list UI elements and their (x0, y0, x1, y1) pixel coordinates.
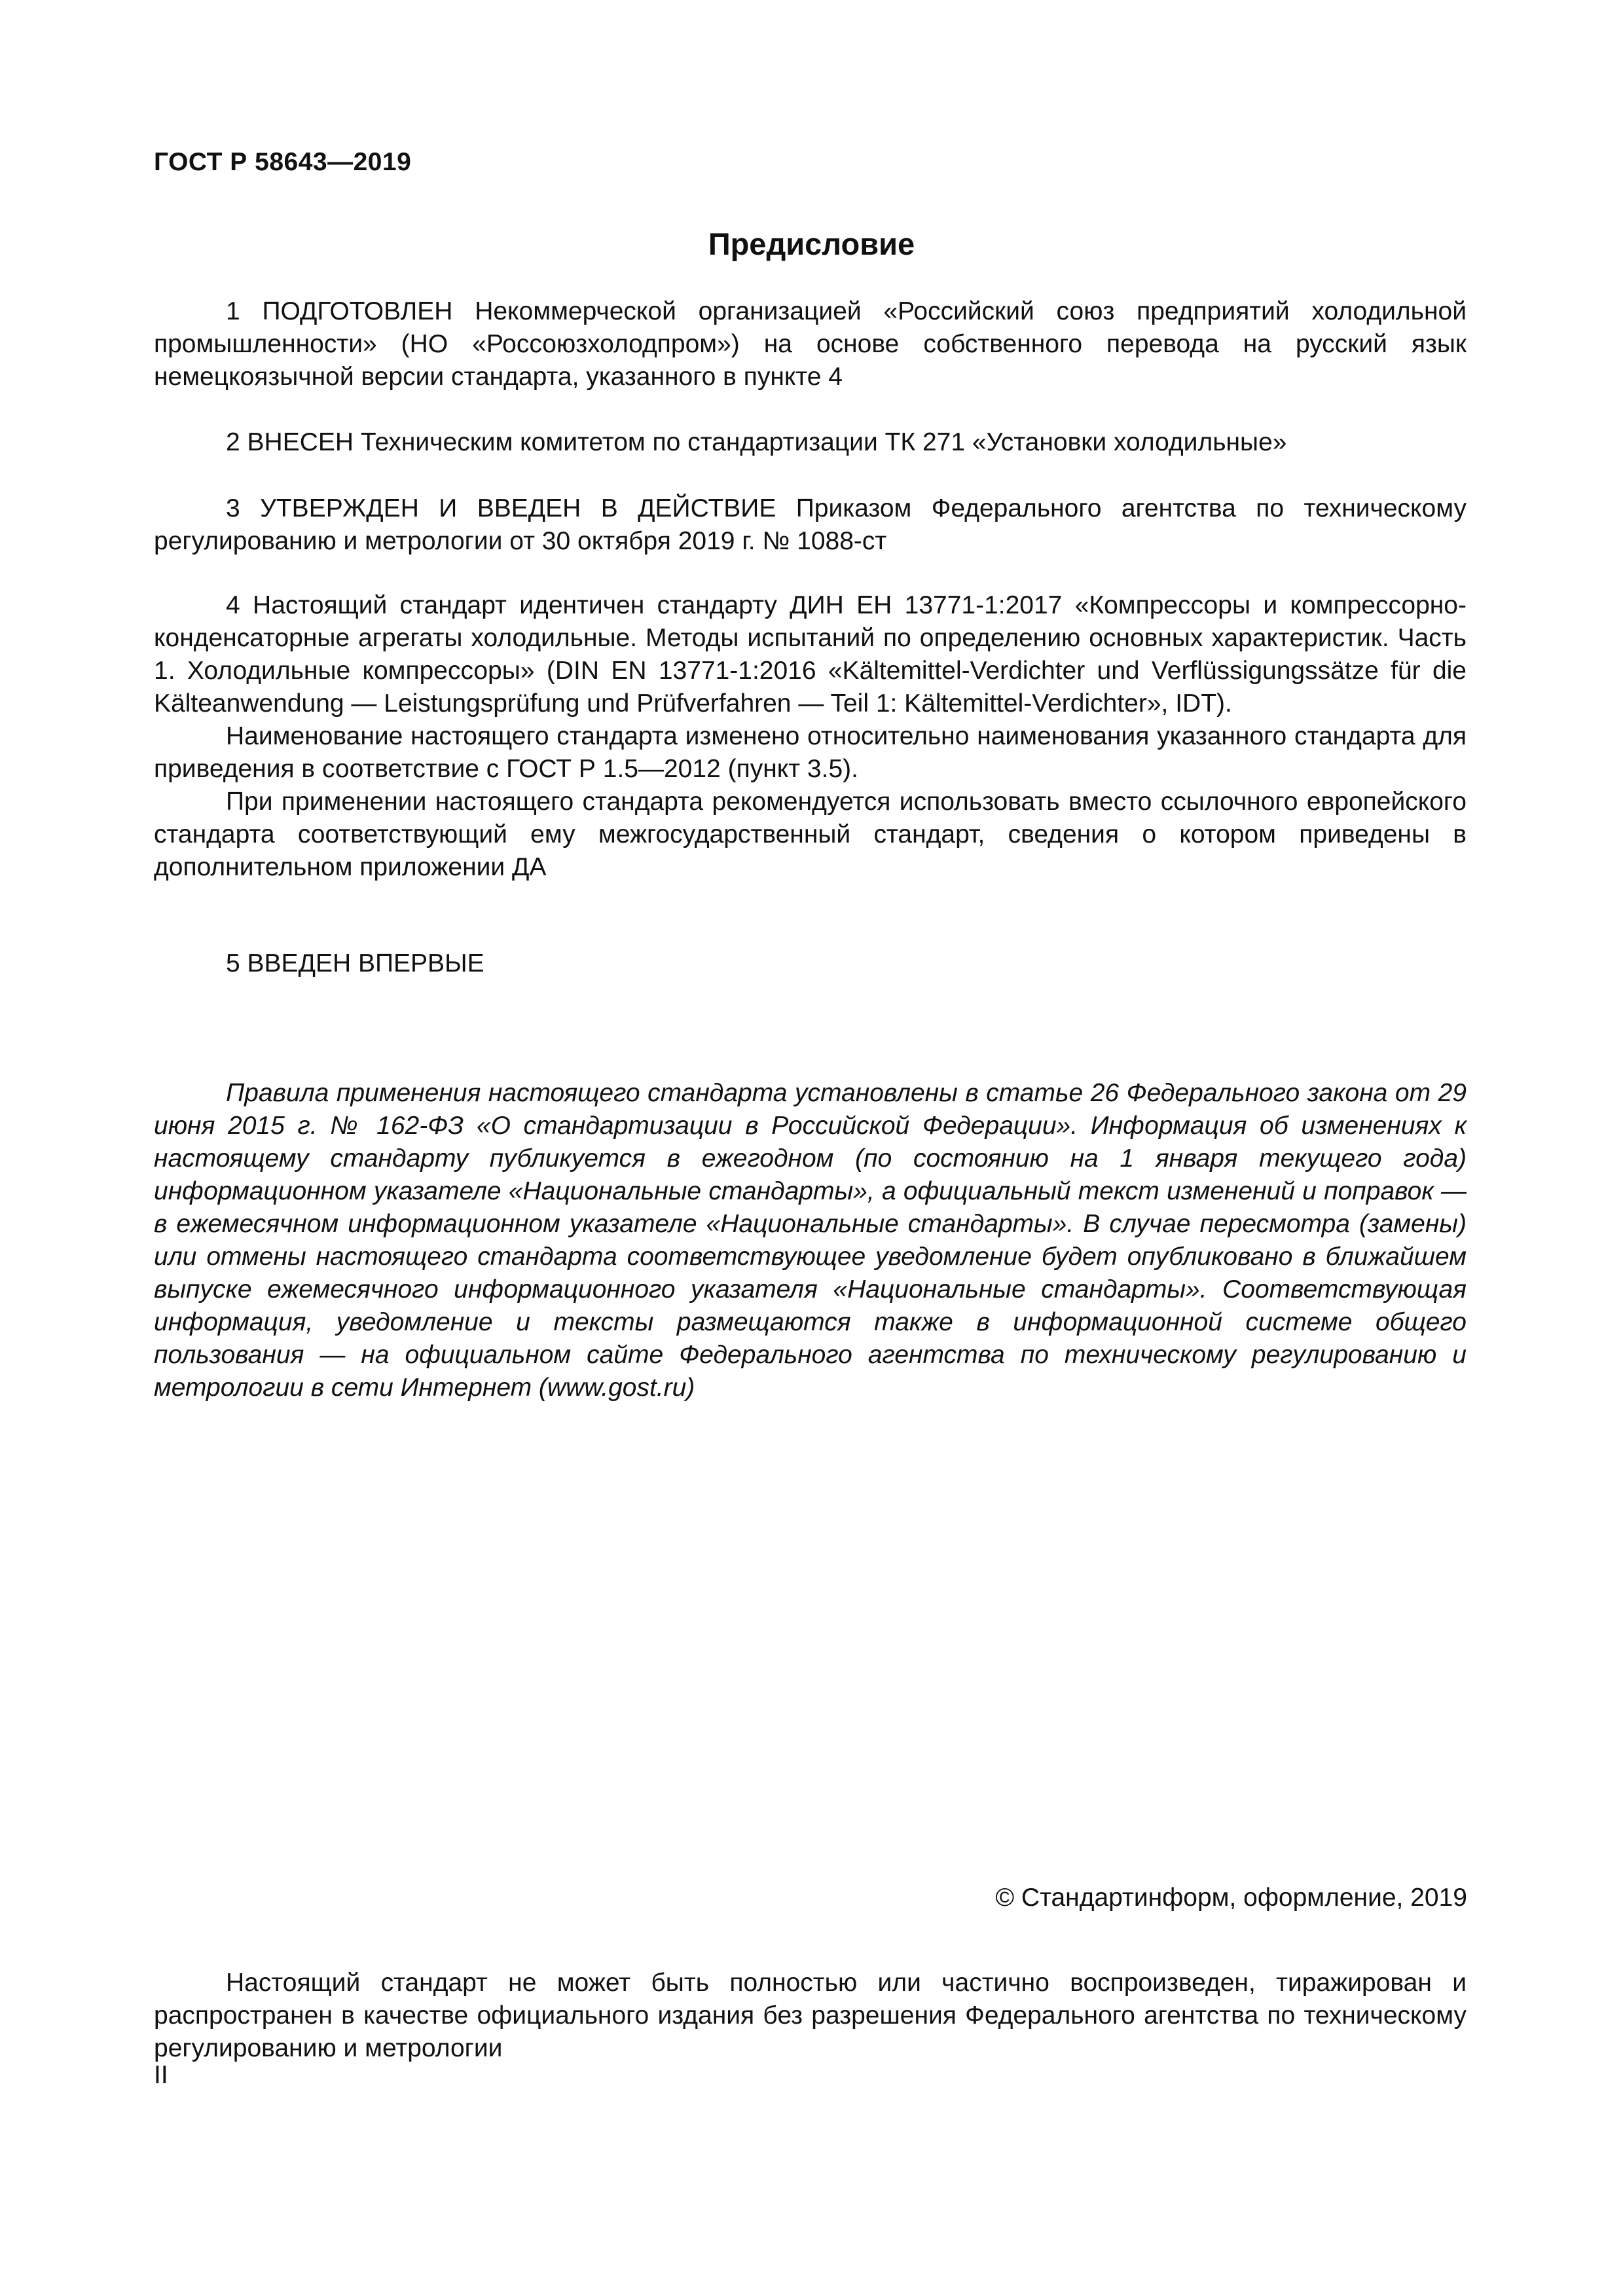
page-number: II (154, 2061, 168, 2089)
reproduction-notice (154, 1967, 1467, 2065)
item-4-text: 4 Настоящий стандарт идентичен стандарту ДИН ЕН 13771-1:2017 «Компрессоры и компрессорно-конденсаторные агрегаты холодильные. Методы испытаний по определению основных характеристик. Часть 1. Холодильные компрессоры» (DIN EN 13771-1:2016 «Kältemittel-Verdichter und Verflüssigungssätze für die Kälteanwendung — Leistungsprüfung und Prüfverfahren — Teil 1: Kältemittel-Verdichter», IDT). (154, 591, 1467, 718)
item-5-text: 5 ВВЕДЕН ВПЕРВЫЕ (226, 949, 484, 977)
reproduction-notice-text: Настоящий стандарт не может быть полностью или частично воспроизведен, тиражирован и распространен в качестве официального издания без разрешения Федерального агентства по техническому регулированию и метрологии (154, 1969, 1467, 2062)
item-3-text: 3 УТВЕРЖДЕН И ВВЕДЕН В ДЕЙСТВИЕ Приказом Федерального агентства по техническому регулированию и метрологии от 30 октября 2019 г. № 1088-ст (154, 494, 1467, 555)
item-2 (154, 426, 1467, 459)
item-1 (154, 295, 1467, 393)
item-4-naming-note: Наименование настоящего стандарта изменено относительно наименования указанного стандарта для приведения в соответствие с ГОСТ Р 1.5—2012 (пункт 3.5). (154, 722, 1467, 783)
item-1-text: 1 ПОДГОТОВЛЕН Некоммерческой организацией «Российский союз предприятий холодильной промышленности» (НО «Россоюзхолодпром») на основе собственного перевода на русский язык немецкоязычной версии стандарта, указанного в пункте 4 (154, 297, 1467, 391)
item-3 (154, 492, 1467, 558)
item-4-reference-note: При применении настоящего стандарта рекомендуется использовать вместо ссылочного европейского стандарта соответствующий ему межгосударственный стандарт, сведения о котором приведены в дополнительном приложении ДА (154, 788, 1467, 881)
page-title: Предисловие (708, 227, 915, 261)
copyright-line: © Стандартинформ, оформление, 2019 (995, 1884, 1467, 1912)
standard-code-header: ГОСТ Р 58643—2019 (154, 148, 412, 176)
application-rules-text: Правила применения настоящего стандарта установлены в статье 26 Федерального закона от 29 июня 2015 г. № 162-ФЗ «О стандартизации в Российской Федерации». Информация об изменениях к настоящему стандарту публикуется в ежегодном (по состоянию на 1 января текущего года) информационном указателе «Национальные стандарты», а официальный текст изменений и поправок — в ежемесячном информационном указателе «Национальные стандарты». В случае пересмотра (замены) или отмены настоящего стандарта соответствующее уведомление будет опубликовано в ближайшем выпуске ежемесячного информационного указателя «Национальные стандарты». Соответствующая информация, уведомление и тексты размещаются также в информационной системе общего пользования — на официальном сайте Федерального агентства по техническому регулированию и метрологии в сети Интернет (www.gost.ru) (154, 1079, 1467, 1402)
item-4 (154, 589, 1467, 884)
application-rules-notice (154, 1077, 1467, 1404)
item-5 (154, 947, 1467, 980)
item-2-text: 2 ВНЕСЕН Техническим комитетом по стандартизации ТК 271 «Установки холодильные» (226, 428, 1287, 456)
